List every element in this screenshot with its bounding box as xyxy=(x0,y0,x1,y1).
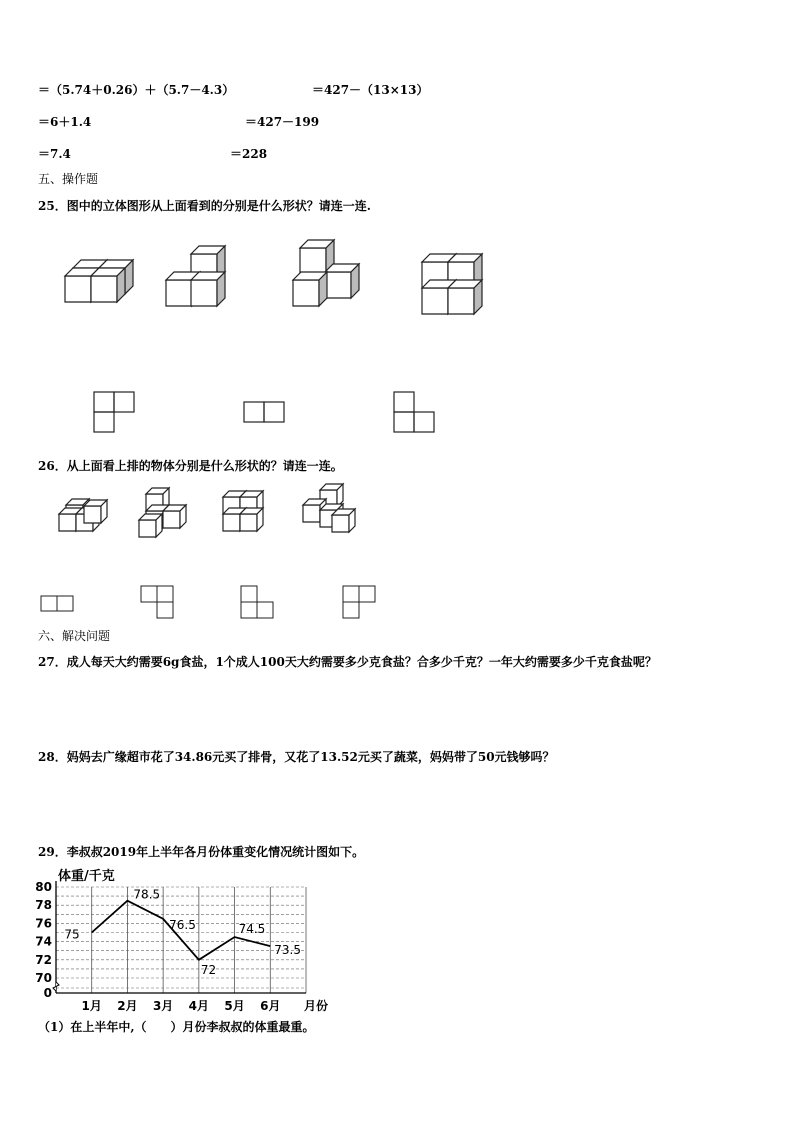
x-axis-label: 月份 xyxy=(303,999,329,1013)
x-tick-label: 2月 xyxy=(117,999,138,1013)
q25-top-view-1 xyxy=(94,392,134,432)
x-tick-label: 3月 xyxy=(152,999,174,1013)
data-label: 76.5 xyxy=(169,917,196,932)
x-tick-label: 4月 xyxy=(188,999,210,1013)
q25-solid-1 xyxy=(65,260,133,302)
q26-top-views xyxy=(0,583,794,623)
data-label: 75 xyxy=(64,927,80,942)
q26-solid-figures xyxy=(0,482,794,542)
q26-top-view-4 xyxy=(343,586,375,618)
question-25: 25．图中的立体图形从上面看到的分别是什么形状？请连一连. xyxy=(38,199,371,213)
q25-solid-3 xyxy=(293,240,359,306)
section-heading-6: 六、解决问题 xyxy=(38,629,111,643)
question-27: 27．成人每天大约需要6g食盐，1个成人100天大约需要多少克食盐？合多少千克？一年大约需要多少千克食盐呢？ xyxy=(38,655,657,669)
calc-line-1b: ＝427－（13×13） xyxy=(312,83,429,97)
q26-top-view-3 xyxy=(241,586,273,618)
q25-top-views xyxy=(0,388,794,438)
calc-line-2b: ＝427－199 xyxy=(245,115,320,129)
q26-solid-4 xyxy=(303,484,355,532)
calc-line-3b: ＝228 xyxy=(230,147,268,161)
y-tick-label: 80 xyxy=(35,880,52,894)
q26-solid-2 xyxy=(139,488,186,537)
question-29: 29．李叔叔2019年上半年各月份体重变化情况统计图如下。 xyxy=(38,845,365,859)
q26-top-view-2 xyxy=(141,586,173,618)
data-label: 72 xyxy=(200,962,217,977)
calc-line-2a: ＝6＋1.4 xyxy=(38,115,92,129)
calc-line-3a: ＝7.4 xyxy=(38,147,71,161)
q25-top-view-2 xyxy=(244,402,284,422)
data-label: 73.5 xyxy=(274,943,302,958)
calc-line-1a: ＝（5.74＋0.26）＋（5.7－4.3） xyxy=(38,83,235,97)
x-tick-label: 5月 xyxy=(224,999,245,1013)
y-tick-label: 74 xyxy=(35,934,52,949)
q25-top-view-3 xyxy=(394,392,434,432)
q26-solid-3 xyxy=(223,491,263,531)
x-tick-label: 1月 xyxy=(81,999,102,1013)
x-tick-label: 6月 xyxy=(260,999,281,1013)
y-tick-label: 78 xyxy=(35,898,52,913)
data-label: 74.5 xyxy=(238,922,266,937)
y-tick-label: 72 xyxy=(35,952,52,967)
axis-break xyxy=(53,982,59,991)
question-28: 28．妈妈去广缘超市花了34.86元买了排骨，又花了13.52元买了蔬菜，妈妈带了50元钱够吗？ xyxy=(38,750,555,764)
question-29-part-1: （1）在上半年中,（ ）月份李叔叔的体重最重。 xyxy=(38,1020,315,1034)
y-tick-label: 70 xyxy=(35,971,52,985)
section-heading-5: 五、操作题 xyxy=(38,172,99,186)
q25-solid-figures xyxy=(0,232,794,352)
q25-solid-4 xyxy=(422,254,482,314)
q25-solid-2 xyxy=(166,246,225,306)
question-26: 26．从上面看上排的物体分别是什么形状的？请连一连。 xyxy=(38,459,343,473)
q26-top-view-1 xyxy=(41,596,73,611)
data-label: 78.5 xyxy=(133,887,161,902)
y-tick-label: 76 xyxy=(35,916,52,931)
weight-line-chart xyxy=(30,864,350,1014)
q26-solid-1 xyxy=(59,499,107,531)
y-tick-label: 0 xyxy=(43,986,52,1000)
y-axis-label: 体重/千克 xyxy=(58,869,115,884)
